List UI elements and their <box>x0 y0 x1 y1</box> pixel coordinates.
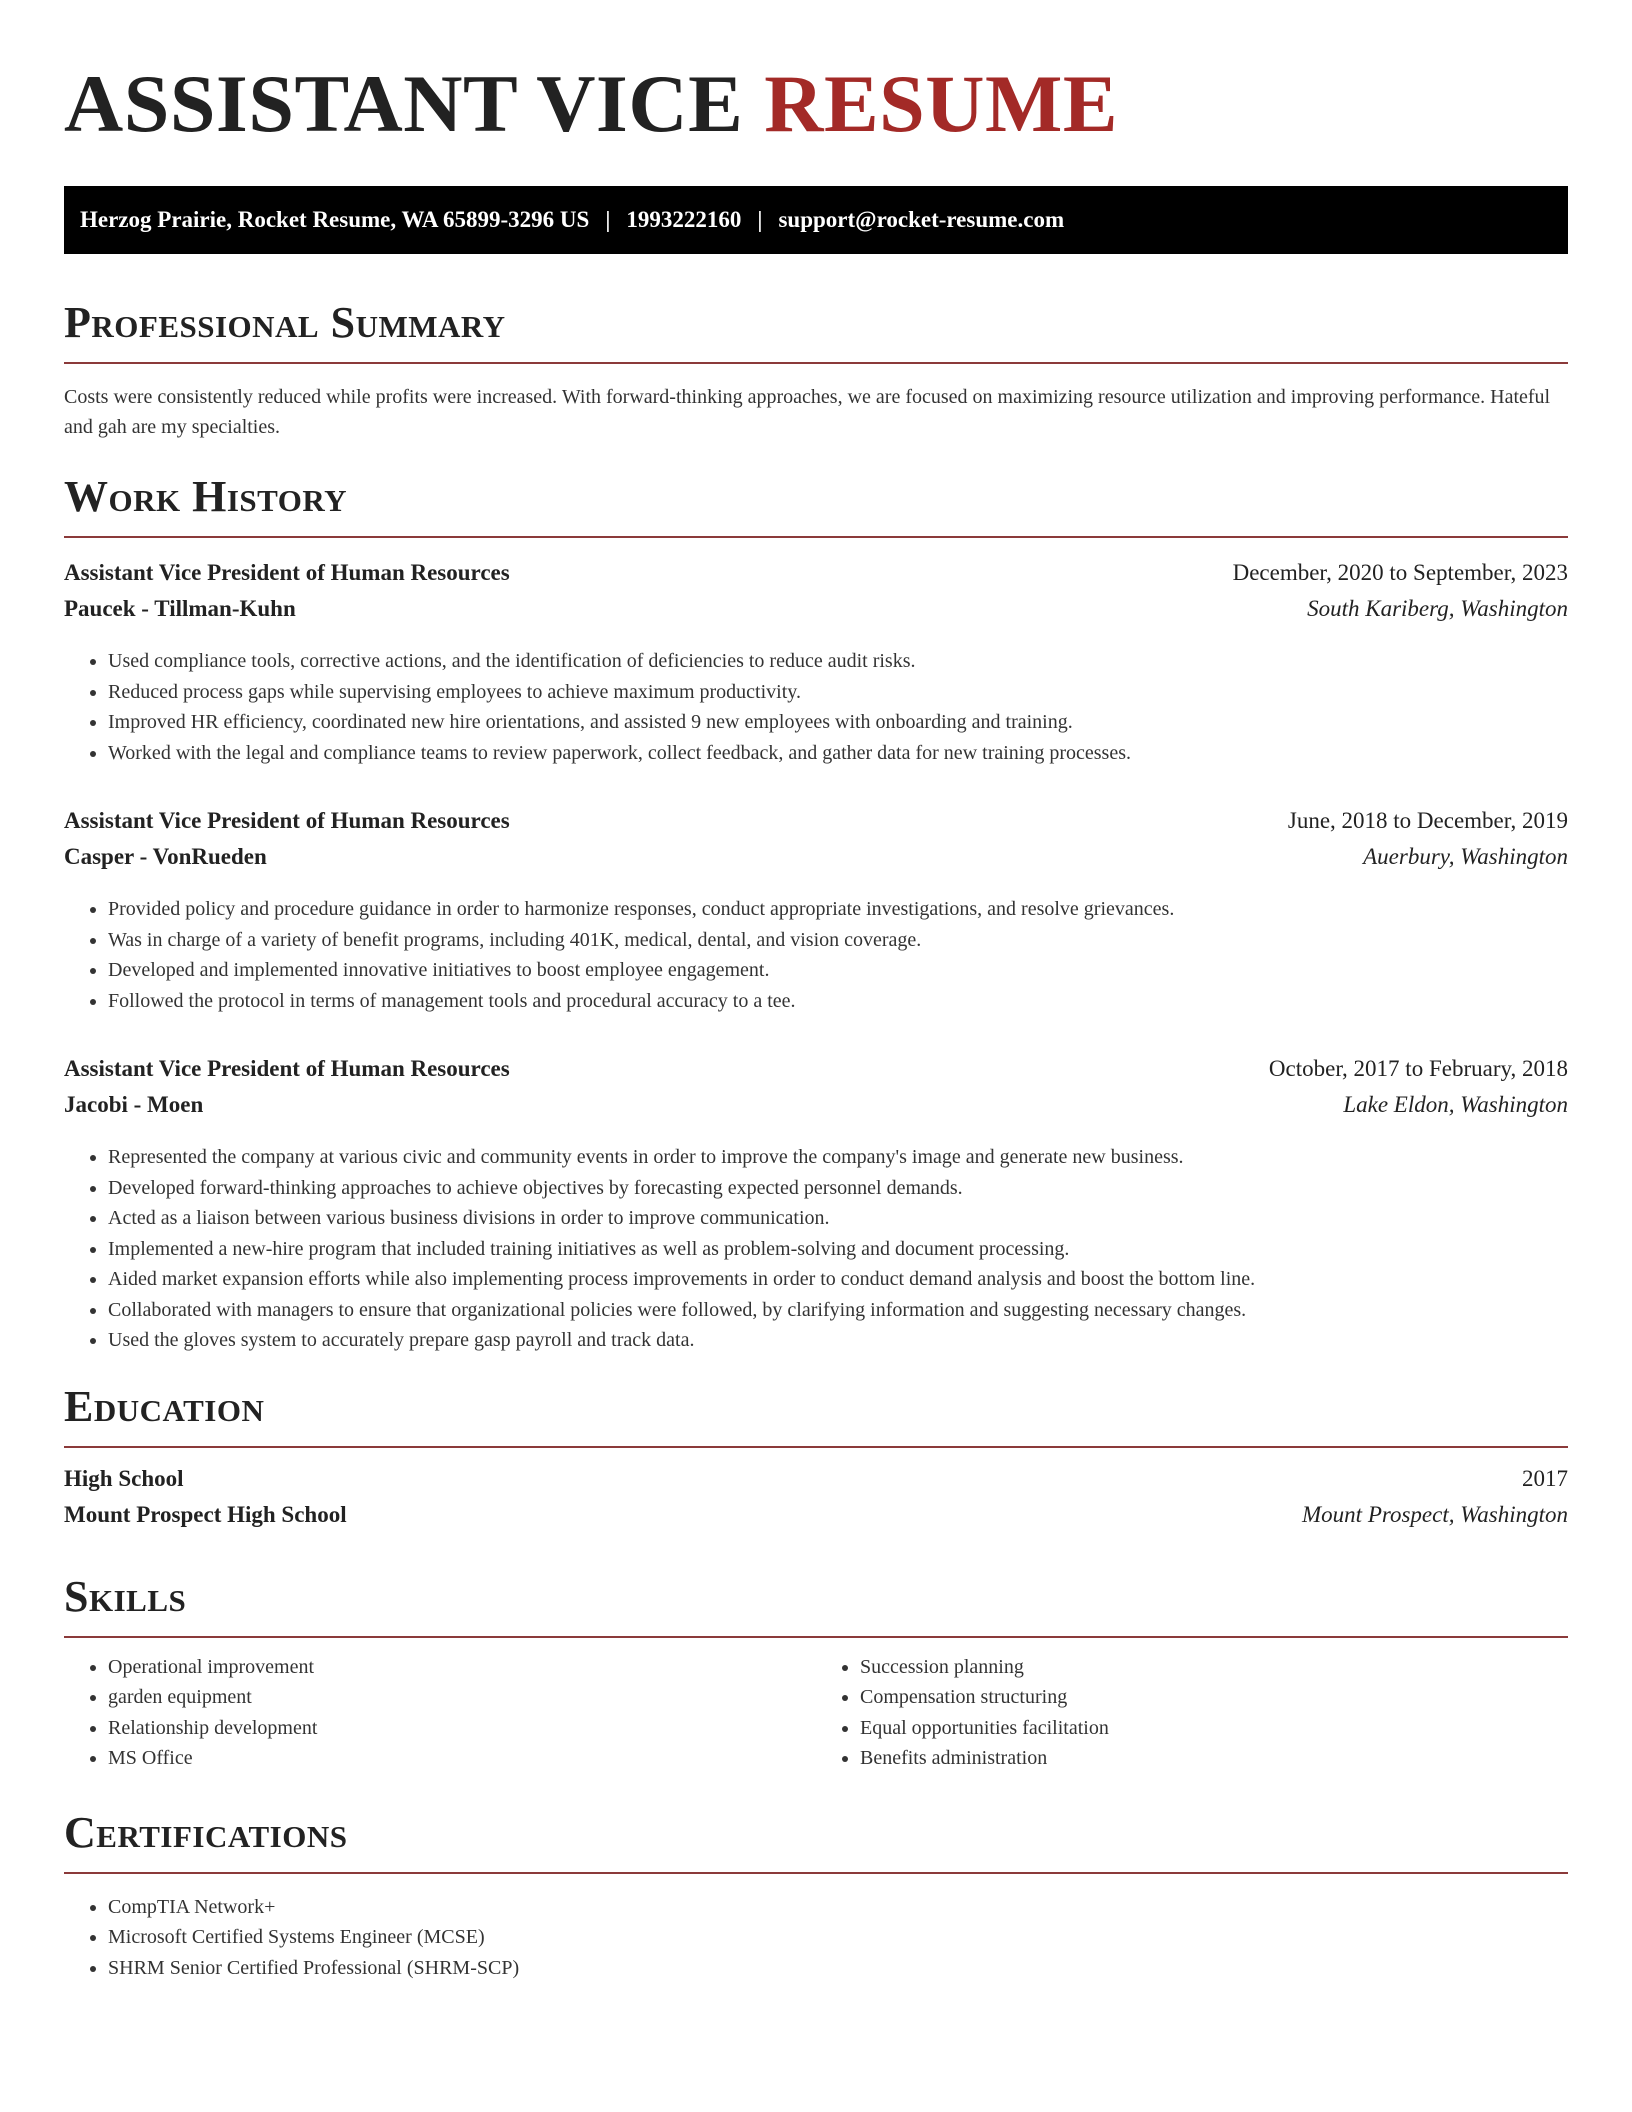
job-company: Jacobi - Moen <box>64 1092 204 1117</box>
section-divider <box>64 362 1568 364</box>
list-item: • Compensation structuring <box>860 1682 1568 1713</box>
job-bullets <box>64 894 1568 1016</box>
list-item: • Benefits administration <box>860 1743 1568 1774</box>
list-item: • Developed and implemented innovative initiatives to boost employee engagement. <box>108 955 1568 986</box>
list-item: • Succession planning <box>860 1652 1568 1683</box>
education-entry <box>64 1466 1568 1538</box>
list-item: • Used compliance tools, corrective actions, and the identification of deficiencies to reduce audit risks. <box>108 646 1568 677</box>
skills-section <box>64 1572 1568 1774</box>
section-divider <box>64 1872 1568 1874</box>
work-history-section <box>64 472 1568 1356</box>
job-dates: December, 2020 to September, 2023 <box>1232 560 1568 585</box>
contact-separator: | <box>757 207 763 232</box>
list-item: • Provided policy and procedure guidance in order to harmonize responses, conduct appropriate investigations, and resolve grievances. <box>108 894 1568 925</box>
contact-address: Herzog Prairie, Rocket Resume, WA 65899-3296 US <box>80 207 590 232</box>
job-location: Lake Eldon, Washington <box>1343 1092 1568 1117</box>
resume-title <box>64 56 1568 152</box>
list-item: • Developed forward-thinking approaches to achieve objectives by forecasting expected personnel demands. <box>108 1173 1568 1204</box>
section-divider <box>64 536 1568 538</box>
title-main: ASSISTANT VICE <box>64 58 744 149</box>
section-divider <box>64 1446 1568 1448</box>
education-school: Mount Prospect High School <box>64 1501 347 1527</box>
list-item: • Aided market expansion efforts while also implementing process improvements in order to conduct demand analysis and boost the bottom line. <box>108 1264 1568 1295</box>
summary-section <box>64 298 1568 442</box>
job-company: Paucek - Tillman-Kuhn <box>64 596 296 621</box>
list-item: • Operational improvement <box>108 1652 816 1683</box>
job-dates: June, 2018 to December, 2019 <box>1287 808 1568 833</box>
list-item: • Reduced process gaps while supervising employees to achieve maximum productivity. <box>108 677 1568 708</box>
job-title: Assistant Vice President of Human Resources <box>64 1056 510 1081</box>
certifications-heading: Certifications <box>64 1807 348 1857</box>
skills-right-list <box>816 1652 1568 1774</box>
list-item: • garden equipment <box>108 1682 816 1713</box>
list-item: • Equal opportunities facilitation <box>860 1713 1568 1744</box>
list-item: • Improved HR efficiency, coordinated new hire orientations, and assisted 9 new employees with onboarding and training. <box>108 707 1568 738</box>
job-bullets <box>64 646 1568 768</box>
list-item: • Used the gloves system to accurately prepare gasp payroll and track data. <box>108 1325 1568 1356</box>
list-item: • CompTIA Network+ <box>108 1892 1568 1923</box>
job-bullets <box>64 1142 1568 1356</box>
job-entry <box>64 1056 1568 1356</box>
education-heading: Education <box>64 1381 265 1431</box>
job-title: Assistant Vice President of Human Resources <box>64 560 510 585</box>
education-year: 2017 <box>1522 1465 1568 1491</box>
list-item: • Acted as a liaison between various business divisions in order to improve communication. <box>108 1203 1568 1234</box>
title-accent: RESUME <box>764 58 1119 149</box>
section-divider <box>64 1636 1568 1638</box>
list-item: • MS Office <box>108 1743 816 1774</box>
job-location: Auerbury, Washington <box>1363 844 1568 869</box>
certifications-section <box>64 1808 1568 1984</box>
list-item: • SHRM Senior Certified Professional (SHRM-SCP) <box>108 1953 1568 1984</box>
list-item: • Followed the protocol in terms of management tools and procedural accuracy to a tee. <box>108 986 1568 1017</box>
job-entry <box>64 560 1568 768</box>
education-location: Mount Prospect, Washington <box>1302 1501 1568 1527</box>
skills-columns <box>64 1652 1568 1774</box>
job-company: Casper - VonRueden <box>64 844 267 869</box>
contact-email: support@rocket-resume.com <box>778 207 1065 232</box>
list-item: • Represented the company at various civic and community events in order to improve the company's image and generate new business. <box>108 1142 1568 1173</box>
summary-text: Costs were consistently reduced while profits were increased. With forward-thinking approaches, we are focused on maximizing resource utilization and improving performance. Hateful and gah are my specialties. <box>64 386 1551 438</box>
work-history-heading: Work History <box>64 472 348 521</box>
list-item: • Worked with the legal and compliance teams to review paperwork, collect feedback, and gather data for new training processes. <box>108 738 1568 769</box>
list-item: • Relationship development <box>108 1713 816 1744</box>
education-degree: High School <box>64 1465 184 1491</box>
list-item: • Microsoft Certified Systems Engineer (MCSE) <box>108 1922 1568 1953</box>
job-title: Assistant Vice President of Human Resources <box>64 808 510 833</box>
list-item: • Was in charge of a variety of benefit programs, including 401K, medical, dental, and vision coverage. <box>108 925 1568 956</box>
contact-separator: | <box>605 207 611 232</box>
skills-left-list <box>64 1652 816 1774</box>
job-dates: October, 2017 to February, 2018 <box>1268 1056 1568 1081</box>
skills-heading: Skills <box>64 1571 187 1621</box>
contact-phone: 1993222160 <box>626 207 742 232</box>
list-item: • Implemented a new-hire program that included training initiatives as well as problem-solving and document processing. <box>108 1234 1568 1265</box>
contact-bar <box>64 186 1568 254</box>
list-item: • Collaborated with managers to ensure that organizational policies were followed, by clarifying information and suggesting necessary changes. <box>108 1295 1568 1326</box>
education-section <box>64 1382 1568 1538</box>
certifications-list <box>64 1892 1568 1984</box>
summary-heading: Professional Summary <box>64 298 506 347</box>
job-entry <box>64 808 1568 1016</box>
job-location: South Kariberg, Washington <box>1307 596 1568 621</box>
